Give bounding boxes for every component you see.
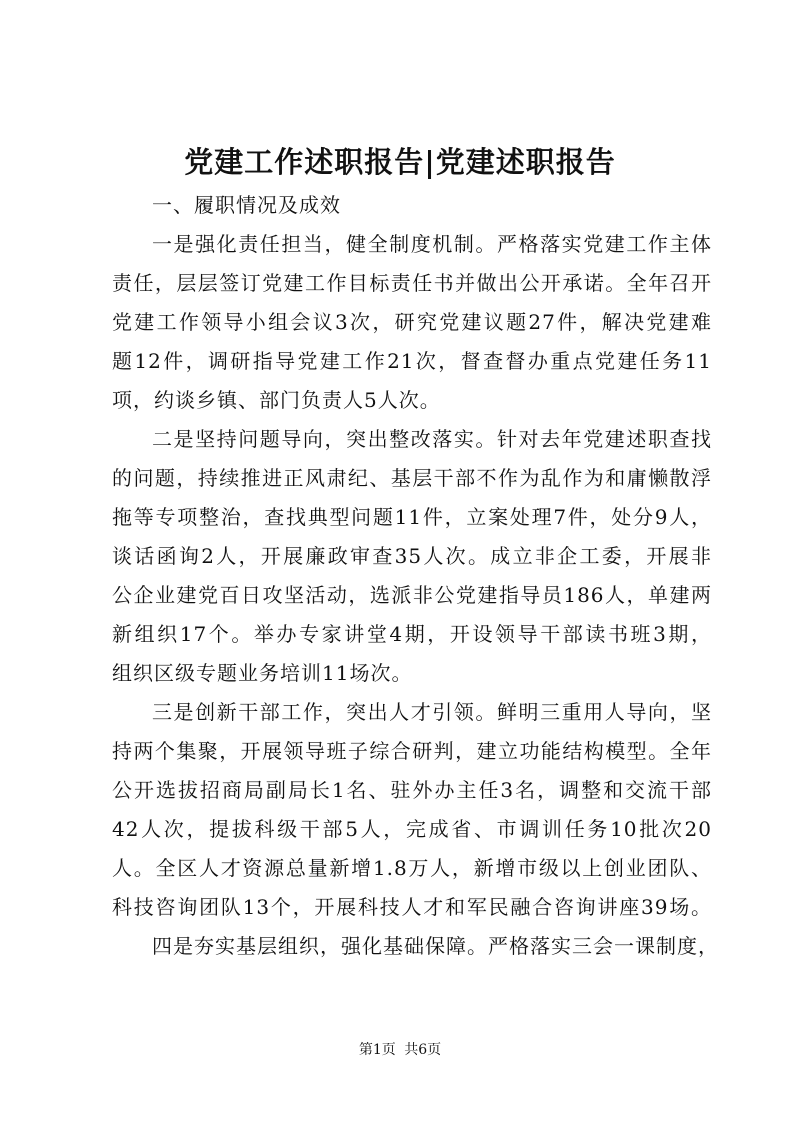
document-title: 党建工作述职报告|党建述职报告 bbox=[184, 145, 616, 179]
paragraph-line: 持两个集聚，开展领导班子综合研判，建立功能结构模型。全年 bbox=[112, 739, 712, 763]
paragraph-line: 一、履职情况及成效 bbox=[152, 193, 341, 217]
page-footer bbox=[0, 1040, 800, 1060]
paragraph-line: 新组织17个。举办专家讲堂4期，开设领导干部读书班3期， bbox=[112, 622, 712, 646]
page-total: 共6页 bbox=[404, 1042, 442, 1058]
paragraph-line: 二是坚持问题导向，突出整改落实。针对去年党建述职查找 bbox=[152, 427, 712, 451]
paragraph-line: 三是创新干部工作，突出人才引领。鲜明三重用人导向，坚 bbox=[152, 700, 712, 724]
paragraph-line: 拖等专项整治，查找典型问题11件，立案处理7件，处分9人， bbox=[112, 505, 712, 529]
paragraph-line: 题12件，调研指导党建工作21次，督查督办重点党建任务11 bbox=[112, 349, 712, 373]
page-number: 第1页 bbox=[358, 1042, 396, 1058]
paragraph-line: 组织区级专题业务培训11场次。 bbox=[112, 661, 413, 685]
paragraph-line: 科技咨询团队13个，开展科技人才和军民融合咨询讲座39场。 bbox=[112, 895, 712, 919]
document-body bbox=[112, 186, 719, 966]
paragraph-line: 人。全区人才资源总量新增1.8万人，新增市级以上创业团队、 bbox=[112, 856, 712, 880]
paragraph-line: 42人次，提拔科级干部5人，完成省、市调训任务10批次20 bbox=[112, 817, 712, 841]
paragraph-line: 责任，层层签订党建工作目标责任书并做出公开承诺。全年召开 bbox=[112, 271, 712, 295]
paragraph-line: 公开选拔招商局副局长1名、驻外办主任3名，调整和交流干部 bbox=[112, 778, 712, 802]
paragraph-line: 四是夯实基层组织，强化基础保障。严格落实三会一课制度， bbox=[152, 934, 719, 958]
paragraph-line: 党建工作领导小组会议3次，研究党建议题27件，解决党建难 bbox=[112, 310, 712, 334]
paragraph-line: 公企业建党百日攻坚活动，选派非公党建指导员186人，单建两 bbox=[112, 583, 712, 607]
paragraph-line: 的问题，持续推进正风肃纪、基层干部不作为乱作为和庸懒散浮 bbox=[112, 466, 712, 490]
paragraph-line: 谈话函询2人，开展廉政审查35人次。成立非企工委，开展非 bbox=[112, 544, 712, 568]
paragraph-line: 一是强化责任担当，健全制度机制。严格落实党建工作主体 bbox=[152, 232, 712, 256]
paragraph-line: 项，约谈乡镇、部门负责人5人次。 bbox=[112, 388, 441, 412]
